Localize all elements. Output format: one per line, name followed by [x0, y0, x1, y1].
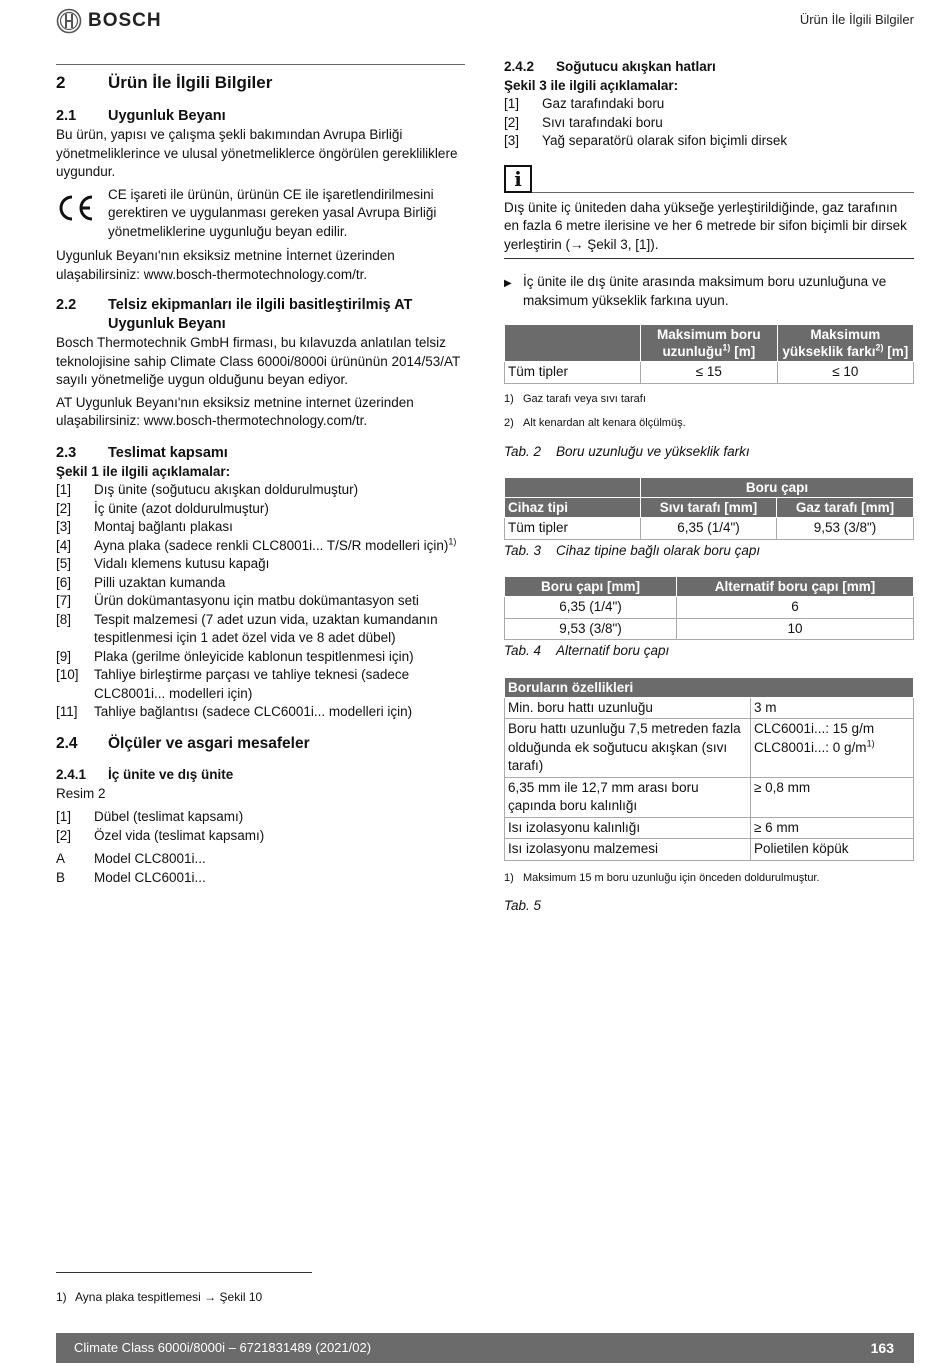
ce-text: CE işareti ile ürünün, ürünün CE ile işaretlendirilmesini gerektiren ve uygulanması gereken yasal Avrupa Birliği yönetmeliklerine uygunluğu beyan edilir. [108, 186, 437, 239]
table-header: Maksimum boru uzunluğu$^{1)}$ [m] [641, 325, 778, 362]
table-header: Gaz tarafı [mm] [777, 498, 914, 518]
table-header: Boruların özellikleri [505, 677, 914, 697]
table-header-empty [505, 478, 641, 498]
info-text: Dış ünite iç üniteden daha yükseğe yerleştirildiğinde, gaz tarafının en fazla 6 metre ilerisine ve her 6 metrede bir sifon biçimli bir dirsek yerleştirin (→ Şekil 3, [1]). [504, 199, 914, 260]
table-header: Cihaz tipi [505, 498, 641, 518]
table-caption: Tab. 2 Boru uzunluğu ve yükseklik farkı [504, 443, 750, 459]
info-icon: i [504, 165, 532, 193]
table-row: Boru hattı uzunluğu 7,5 metreden fazla olduğunda ek soğutucu akışkan (sıvı tarafı) CLC6001i...: 15 g/m CLC8001i...: 0 $g/m^{1)}$ [505, 719, 914, 778]
list-item: [5] Vidalı klemens kutusu kapağı [56, 556, 270, 571]
ce-mark-icon [56, 186, 108, 242]
section-2-heading: 2 Ürün İle İlgili Bilgiler [56, 73, 273, 92]
ce-note [56, 186, 465, 242]
table-footnote: 1) Gaz tarafı veya sıvı tarafı [504, 392, 646, 405]
section-2-3-heading: 2.3 Teslimat kapsamı [56, 444, 228, 461]
paragraph: Uygunluk Beyanı'nın eksiksiz metnine İnternet üzerinden ulaşabilirsiniz: www.bosch-thermotechnology.com/tr. [56, 248, 395, 282]
list-item: [1] Dış ünite (soğutucu akışkan doldurulmuştur) [56, 482, 359, 497]
table-pipe-properties [504, 677, 914, 861]
info-box-header [504, 165, 914, 193]
list-item: [2] İç ünite (azot doldurulmuştur) [56, 500, 269, 516]
table-caption: Tab. 5 [504, 898, 542, 913]
table-header: Boru çapı [mm] [505, 577, 677, 597]
list-item: [8] Tespit malzemesi (7 adet uzun vida, uzaktan kumandanın tespitlenmesi için 1 adet özel vida ve 8 adet dübel) [56, 611, 438, 645]
table-pipe-diameter [504, 477, 914, 540]
list-item: [3] Montaj bağlantı plakası [56, 519, 233, 534]
table-pipe-length [504, 324, 914, 384]
table-header: Maksimum yükseklik farkı$^{2)}$ [m] [777, 325, 913, 362]
table-row: Tüm tipler ≤ 15 ≤ 10 [505, 362, 914, 384]
brand-name: BOSCH [88, 9, 162, 31]
table-header: Sıvı tarafı [mm] [641, 498, 777, 518]
list-item: [2] Sıvı tarafındaki boru [504, 114, 663, 130]
section-2-4-1-heading: 2.4.1 İç ünite ve dış ünite [56, 767, 234, 782]
section-2-1-heading: 2.1 Uygunluk Beyanı [56, 108, 226, 124]
legend-list [56, 808, 465, 845]
table-footnote: 1) Maksimum 15 m boru uzunluğu için önceden doldurulmuştur. [504, 871, 820, 884]
page-number: 163 [870, 1339, 894, 1356]
paragraph: Bosch Thermotechnik GmbH firması, bu kılavuzda anlatılan telsiz teknolojisine sahip Climate Class 6000i/8000i ürününün 2014/53/AT sayılı yönetmeliğe uygun olduğunu beyan ediyor. [56, 335, 461, 387]
list-item: [10] Tahliye birleştirme parçası ve tahliye teknesi (sadece CLC8001i... modelleri için) [56, 667, 410, 701]
list-item: A Model CLC8001i... [56, 851, 206, 866]
table-row: Min. boru hattı uzunluğu 3 m [505, 697, 914, 719]
legend-title: Şekil 1 ile ilgili açıklamalar: [56, 463, 231, 479]
bosch-logo [56, 8, 162, 34]
table-footnote: 2) Alt kenardan alt kenara ölçülmüş. [504, 417, 686, 429]
table-caption: Tab. 3 Cihaz tipine bağlı olarak boru çapı [504, 542, 761, 558]
table-row: 6,35 (1/4") 6 [505, 597, 914, 619]
divider [532, 192, 914, 193]
page-footer [56, 1333, 914, 1363]
section-2-2-heading: 2.2 Telsiz ekipmanları ile ilgili basitleştirilmiş AT Uygunluk Beyanı [56, 297, 413, 332]
table-header: Alternatif boru çapı [mm] [677, 577, 914, 597]
table-caption: Tab. 4 Alternatif boru çapı [504, 643, 670, 658]
model-list [56, 850, 465, 887]
document-id: Climate Class 6000i/8000i – 6721831489 (2021/02) [74, 1339, 372, 1355]
list-item: [11] Tahliye bağlantısı (sadece CLC6001i... modelleri için) [56, 704, 413, 719]
legend-list [504, 95, 914, 151]
table-row: Tüm tipler 6,35 (1/4") 9,53 (3/8") [505, 518, 914, 540]
list-item: [4] Ayna plaka (sadece renkli CLC8001i... T/S/R modelleri için)$^{1)}$ [56, 536, 457, 553]
bosch-armature-icon [56, 8, 82, 34]
section-2-4-heading: 2.4 Ölçüler ve asgari mesafeler [56, 734, 310, 752]
legend-title: Şekil 3 ile ilgili açıklamalar: [504, 77, 679, 93]
list-item: [3] Yağ separatörü olarak sifon biçimli dirsek [504, 133, 788, 148]
figure-reference: Resim 2 [56, 785, 106, 801]
table-row: 9,53 (3/8") 10 [505, 618, 914, 640]
table-header: Boru çapı [641, 478, 914, 498]
section-2-4-2-heading: 2.4.2 Soğutucu akışkan hatları [504, 59, 716, 74]
left-column [56, 72, 465, 887]
table-row: Isı izolasyonu malzemesi Polietilen köpük [505, 839, 914, 861]
table-alt-diameter [504, 576, 914, 640]
divider [56, 64, 465, 65]
arrow-right-icon: ▶ [504, 278, 512, 289]
footnote: 1) Ayna plaka tespitlemesi → Şekil 10 [56, 1290, 263, 1304]
list-item: [1] Dübel (teslimat kapsamı) [56, 809, 244, 824]
table-row: 6,35 mm ile 12,7 mm arası boru çapında boru kalınlığı ≥ 0,8 mm [505, 777, 914, 817]
list-item: [6] Pilli uzaktan kumanda [56, 574, 226, 590]
legend-list [56, 481, 465, 722]
list-item: [7] Ürün dokümantasyonu için matbu dokümantasyon seti [56, 593, 419, 608]
section-header: Ürün İle İlgili Bilgiler [799, 12, 914, 27]
list-item: [2] Özel vida (teslimat kapsamı) [56, 827, 265, 843]
right-column [504, 58, 914, 916]
list-item: [1] Gaz tarafındaki boru [504, 96, 665, 111]
table-row: Isı izolasyonu kalınlığı ≥ 6 mm [505, 817, 914, 839]
footnote-divider [56, 1272, 312, 1273]
table-header-empty [505, 325, 641, 362]
paragraph: AT Uygunluk Beyanı'nın eksiksiz metnine internet üzerinden ulaşabilirsiniz: www.bosch-thermotechnology.com/tr. [56, 394, 414, 428]
instruction: ▶ İç ünite ile dış ünite arasında maksimum boru uzunluğuna ve maksimum yükseklik farkına uyun. [504, 273, 914, 310]
list-item: B Model CLC6001i... [56, 869, 206, 885]
paragraph: Bu ürün, yapısı ve çalışma şekli bakımından Avrupa Birliği yönetmeliklerince ve ulusal yönetmeliklerce öngörülen gerekliliklere uygundur. [56, 127, 458, 179]
list-item: [9] Plaka (gerilme önleyicide kablonun tespitlenmesi için) [56, 648, 414, 664]
